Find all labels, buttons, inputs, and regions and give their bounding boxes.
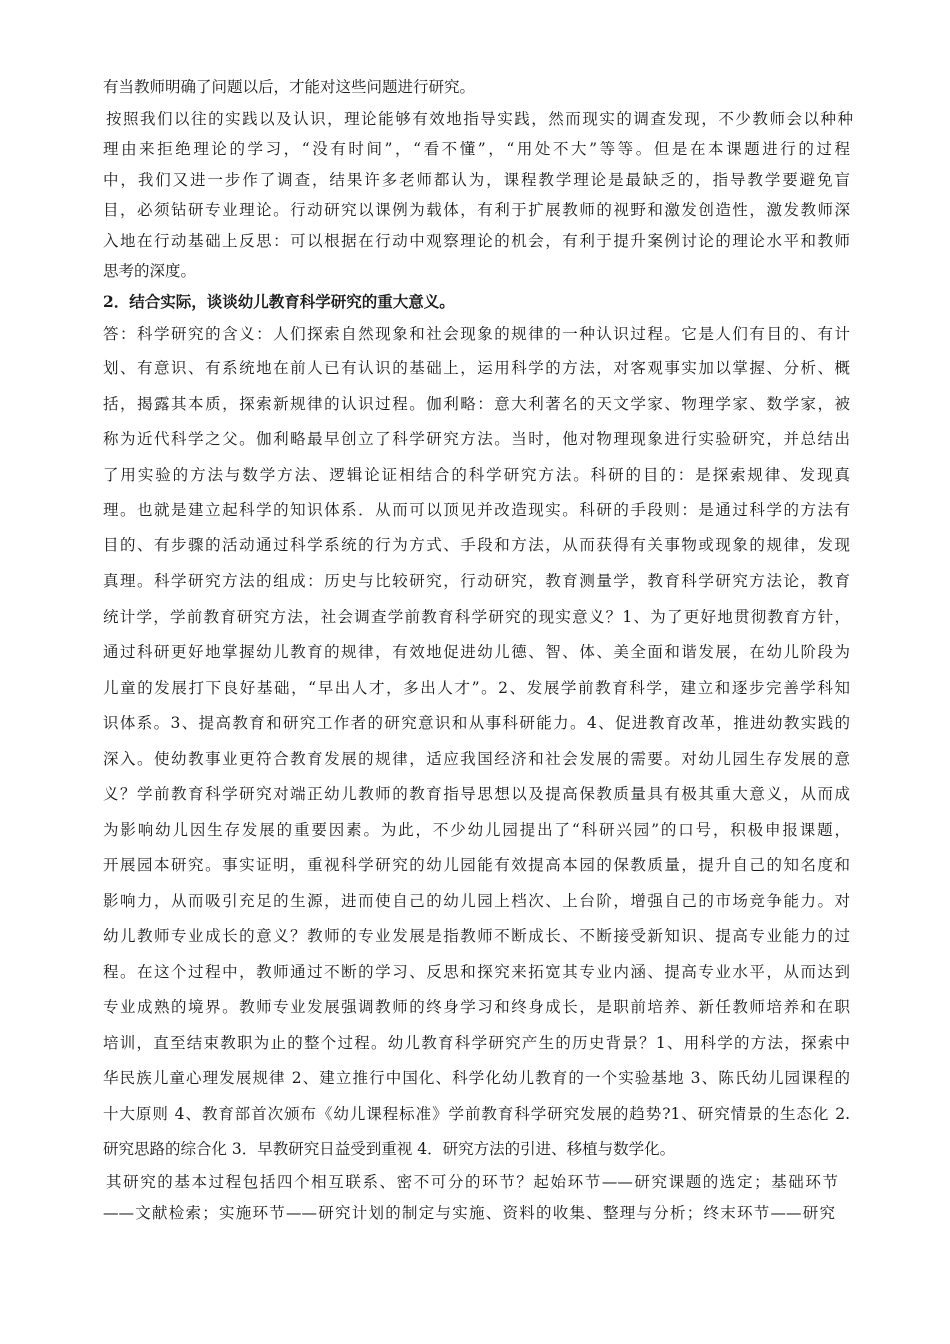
text-line: 开展园本研究。事实证明，重视科学研究的幼儿园能有效提高本园的保教质量，提升自己的知名度和 (103, 856, 850, 874)
text-line: ——文献检索；实施环节——研究计划的制定与实施、资料的收集、整理与分析；终末环节——研究 (103, 1204, 835, 1222)
text-line: 影响力，从而吸引充足的生源，进而使自己的幼儿园上档次、上台阶，增强自己的市场竞争能力。对 (103, 892, 850, 910)
text-line: 目的、有步骤的活动通过科学系统的行为方式、手段和方法，从而获得有关事物或现象的规律，发现 (103, 536, 850, 554)
text-line: 真理。科学研究方法的组成：历史与比较研究，行动研究，教育测量学，教育科学研究方法论，教育 (103, 572, 850, 590)
text-line: 其研究的基本过程包括四个相互联系、密不可分的环节？起始环节——研究课题的选定；基础环节 (106, 1173, 838, 1191)
text-line: 统计学，学前教育研究方法，社会调查学前教育科学研究的现实意义？1、为了更好地贯彻教育方针， (103, 608, 850, 626)
text-line: 十大原则 4、教育部首次颁布《幼儿课程标准》学前教育科学研究发展的趋势?1、研究情景的生态化 2. (103, 1105, 850, 1123)
question-heading: 2．结合实际，谈谈幼儿教育科学研究的重大意义。 (103, 292, 455, 311)
text-line: 培训，直至结束教职为止的整个过程。幼儿教育科学研究产生的历史背景？1、用科学的方法，探索中 (103, 1034, 850, 1052)
text-line: 识体系。3、提高教育和研究工作者的研究意识和从事科研能力。4、促进教育改革，推进幼教实践的 (103, 714, 850, 732)
text-line: 中，我们又进一步作了调查，结果许多老师都认为，课程教学理论是最缺乏的，指导教学要避免盲 (103, 171, 850, 189)
text-line: 目，必须钻研专业理论。行动研究以课例为载体，有利于扩展教师的视野和激发创造性，激发教师深 (103, 201, 850, 219)
text-line: 括，揭露其本质，探索新规律的认识过程。伽利略：意大利著名的天文学家、物理学家、数学家，被 (103, 395, 850, 413)
text-line: 称为近代科学之父。伽利略最早创立了科学研究方法。当时，他对物理现象进行实验研究，并总结出 (103, 430, 850, 448)
text-line: 思考的深度。 (103, 262, 197, 280)
text-line: 通过科研更好地掌握幼儿教育的规律，有效地促进幼儿德、智、体、美全面和谐发展，在幼儿阶段为 (103, 643, 850, 661)
text-line: 入地在行动基础上反思：可以根据在行动中观察理论的机会，有利于提升案例讨论的理论水平和教师 (103, 232, 850, 250)
text-line: 义？学前教育科学研究对端正幼儿教师的教育指导思想以及提高保教质量具有极其重大意义，从而成 (103, 785, 850, 803)
text-line: 儿童的发展打下良好基础，“早出人才，多出人才”。2、发展学前教育科学，建立和逐步完善学科知 (103, 679, 850, 697)
text-line: 华民族儿童心理发展规律 2、建立推行中国化、科学化幼儿教育的一个实验基地 3、陈氏幼儿园课程的 (103, 1069, 850, 1087)
text-line: 幼儿教师专业成长的意义？教师的专业发展是指教师不断成长、不断接受新知识、提高专业能力的过 (103, 927, 850, 945)
text-line: 按照我们以往的实践以及认识，理论能够有效地指导实践，然而现实的调查发现，不少教师会以种种 (106, 110, 853, 128)
text-line: 答：科学研究的含义：人们探索自然现象和社会现象的规律的一种认识过程。它是人们有目的、有计 (103, 325, 850, 343)
text-line: 划、有意识、有系统地在前人已有认识的基础上，运用科学的方法，对客观事实加以掌握、分析、概 (103, 359, 850, 377)
text-line: 理由来拒绝理论的学习，“没有时间”，“看不懂”，“用处不大”等等。但是在本课题进行的过程 (103, 140, 850, 158)
text-line: 理。也就是建立起科学的知识体系．从而可以顶见并改造现实。科研的手段则：是通过科学的方法有 (103, 501, 850, 519)
text-line: 专业成熟的境界。教师专业发展强调教师的终身学习和终身成长，是职前培养、新任教师培养和在职 (103, 998, 850, 1016)
text-line: 研究思路的综合化 3．早教研究日益受到重视 4．研究方法的引进、移植与数学化。 (103, 1140, 676, 1158)
text-line: 为影响幼儿因生存发展的重要因素。为此，不少幼儿园提出了“科研兴园”的口号，积极申报课题， (103, 821, 850, 839)
text-line: 程。在这个过程中，教师通过不断的学习、反思和探究来拓宽其专业内涵、提高专业水平，从而达到 (103, 963, 850, 981)
text-line: 深入。使幼教事业更符合教育发展的规律，适应我国经济和社会发展的需要。对幼儿园生存发展的意 (103, 750, 850, 768)
text-line: 了用实验的方法与数学方法、逻辑论证相结合的科学研究方法。科研的目的：是探索规律、发现真 (103, 466, 850, 484)
text-line: 有当教师明确了问题以后，才能对这些问题进行研究。 (103, 78, 476, 96)
